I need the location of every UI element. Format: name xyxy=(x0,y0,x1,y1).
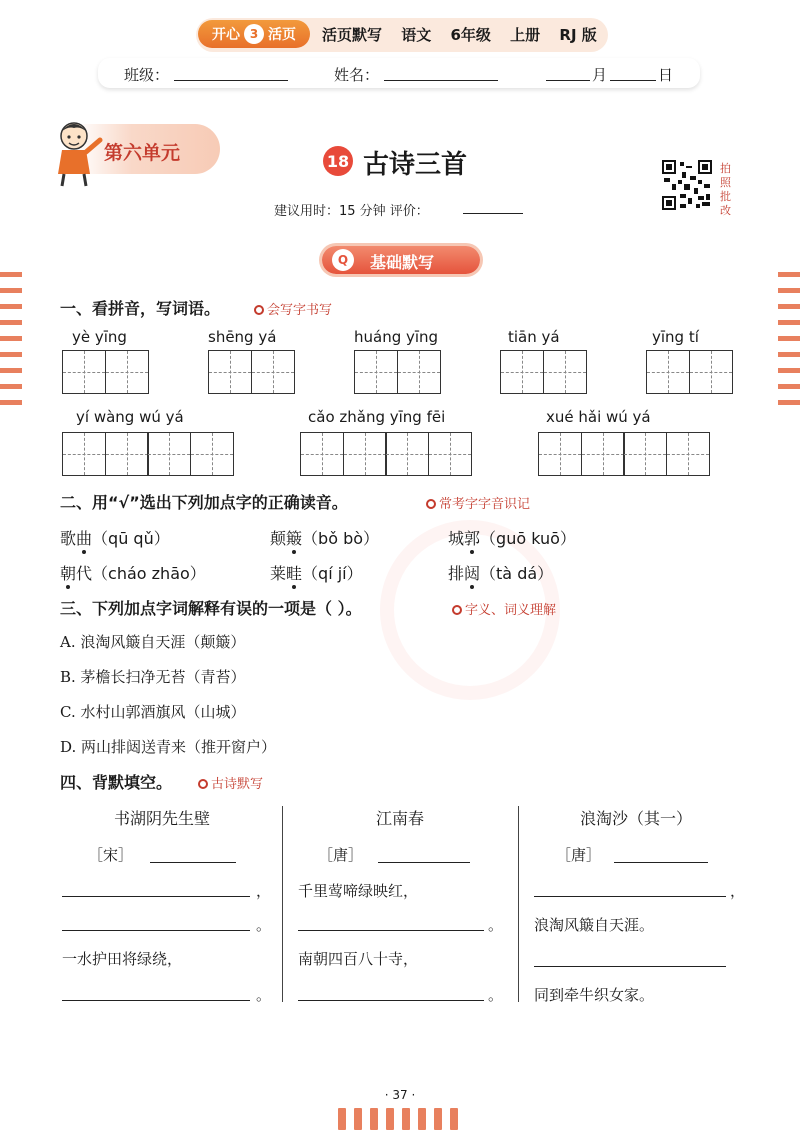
magnifier-icon: Q xyxy=(332,249,354,271)
section-banner-label: 基础默写 xyxy=(370,253,435,272)
photo-grade-char: 照 xyxy=(720,176,731,189)
punct: 。 xyxy=(256,916,272,934)
poem-line: 同到牵牛织女家。 xyxy=(534,986,655,1004)
edition: RJ 版 xyxy=(559,26,597,44)
page-number: · 37 · xyxy=(384,1088,416,1102)
writing-grid[interactable] xyxy=(208,350,295,394)
poem-blank[interactable] xyxy=(62,896,250,897)
poem-line: 一水护田将绿绕， xyxy=(62,950,183,968)
grade: 6年级 xyxy=(450,26,491,44)
q3-tag: 字义、词义理解 xyxy=(452,599,556,618)
pronunciation-item[interactable]: 城郭（guō kuō） xyxy=(448,529,576,548)
q4-tag: 古诗默写 xyxy=(198,773,263,792)
q2-tag: 常考字字音识记 xyxy=(426,493,530,512)
writing-grid[interactable] xyxy=(62,432,234,476)
poem-blank[interactable] xyxy=(534,896,726,897)
pinyin-label: xué hǎi wú yá xyxy=(546,408,651,426)
day-label: 日 xyxy=(658,66,674,84)
unit-label: 第六单元 xyxy=(104,142,181,164)
punct: ， xyxy=(730,882,746,900)
mascot-icon xyxy=(50,118,106,188)
pinyin-label: yīng tí xyxy=(652,328,699,346)
poem-line: 浪淘风簸自天涯。 xyxy=(534,916,655,934)
punct: ， xyxy=(256,882,272,900)
punct: 。 xyxy=(488,986,504,1004)
writing-grid[interactable] xyxy=(646,350,733,394)
subject: 语文 xyxy=(401,26,432,44)
month-field[interactable] xyxy=(546,80,590,81)
brand-text-2: 活页 xyxy=(268,27,296,43)
pronunciation-item[interactable]: 歌曲（qū qǔ） xyxy=(60,529,170,548)
writing-grid[interactable] xyxy=(354,350,441,394)
q1-tag: 会写字书写 xyxy=(254,299,332,318)
book-type: 活页默写 xyxy=(322,26,383,44)
pinyin-label: yí wàng wú yá xyxy=(76,408,184,426)
pinyin-label: cǎo zhǎng yīng fēi xyxy=(308,408,446,426)
tag-icon xyxy=(198,779,208,789)
pronunciation-item[interactable]: 莱畦（qí jí） xyxy=(270,564,363,583)
poem-blank[interactable] xyxy=(62,1000,250,1001)
poem-blank[interactable] xyxy=(62,930,250,931)
suggested-time: 建议用时：15 分钟 评价： xyxy=(274,204,429,219)
pinyin-label: huáng yīng xyxy=(354,328,439,346)
q2-heading: 二、用“√”选出下列加点字的正确读音。 xyxy=(60,493,348,512)
brand-text: 开心 xyxy=(212,27,240,43)
poem-dynasty: ［宋］ xyxy=(88,846,134,864)
volume: 上册 xyxy=(510,26,541,44)
lesson-title: 古诗三首 xyxy=(363,150,468,180)
poem-dynasty: ［唐］ xyxy=(556,846,602,864)
poem-blank[interactable] xyxy=(534,966,726,967)
poem-line: 千里莺啼绿映红， xyxy=(298,882,419,900)
poem-title: 浪淘沙（其一） xyxy=(579,809,692,828)
punct: 。 xyxy=(488,916,504,934)
qr-code-icon[interactable] xyxy=(662,160,712,210)
pinyin-label: shēng yá xyxy=(208,328,277,346)
photo-grade-char: 批 xyxy=(720,190,731,203)
name-field[interactable] xyxy=(384,80,498,81)
tag-icon xyxy=(452,605,462,615)
poem-blank[interactable] xyxy=(298,930,484,931)
tag-icon xyxy=(254,305,264,315)
lesson-number-badge: 18 xyxy=(323,146,353,176)
option-d[interactable]: D. 两山排闼送青来（推开窗户） xyxy=(60,738,277,756)
q1-heading: 一、看拼音，写词语。 xyxy=(60,299,221,318)
punct: 。 xyxy=(256,986,272,1004)
q4-heading: 四、背默填空。 xyxy=(60,773,173,792)
brand-logo xyxy=(198,20,310,48)
photo-grade-char: 拍 xyxy=(720,162,731,175)
pronunciation-item[interactable]: 朝代（cháo zhāo） xyxy=(60,564,206,583)
poem-blank[interactable] xyxy=(298,1000,484,1001)
writing-grid[interactable] xyxy=(538,432,710,476)
column-divider xyxy=(282,806,283,1002)
writing-grid[interactable] xyxy=(300,432,472,476)
writing-grid[interactable] xyxy=(500,350,587,394)
option-c[interactable]: C. 水村山郭酒旗风（山城） xyxy=(60,703,246,721)
photo-grade-char: 改 xyxy=(720,204,731,217)
student-info-bar xyxy=(98,58,700,88)
evaluation-field[interactable] xyxy=(463,213,523,214)
name-label: 姓名： xyxy=(334,66,380,84)
class-field[interactable] xyxy=(174,80,288,81)
class-label: 班级： xyxy=(124,66,170,84)
writing-grid[interactable] xyxy=(62,350,149,394)
header-info xyxy=(322,24,611,45)
pronunciation-item[interactable]: 排闼（tà dá） xyxy=(448,564,554,583)
poem-title: 江南春 xyxy=(375,809,424,828)
poem-title: 书湖阴先生壁 xyxy=(113,809,210,828)
option-a[interactable]: A. 浪淘风簸自天涯（颠簸） xyxy=(60,633,246,651)
poet-field[interactable] xyxy=(150,862,236,863)
day-field[interactable] xyxy=(610,80,656,81)
pronunciation-item[interactable]: 颠簸（bǒ bò） xyxy=(270,529,380,548)
poet-field[interactable] xyxy=(378,862,470,863)
poet-field[interactable] xyxy=(614,862,708,863)
pinyin-label: yè yīng xyxy=(72,328,127,346)
column-divider xyxy=(518,806,519,1002)
pinyin-label: tiān yá xyxy=(508,328,560,346)
poem-line: 南朝四百八十寺， xyxy=(298,950,419,968)
tag-icon xyxy=(426,499,436,509)
q3-heading: 三、下列加点字词解释有误的一项是（ ）。 xyxy=(60,599,362,618)
month-label: 月 xyxy=(592,66,608,84)
brand-mark-icon: 3 xyxy=(244,24,264,44)
option-b[interactable]: B. 茅檐长扫净无苔（青苔） xyxy=(60,668,246,686)
poem-dynasty: ［唐］ xyxy=(318,846,364,864)
